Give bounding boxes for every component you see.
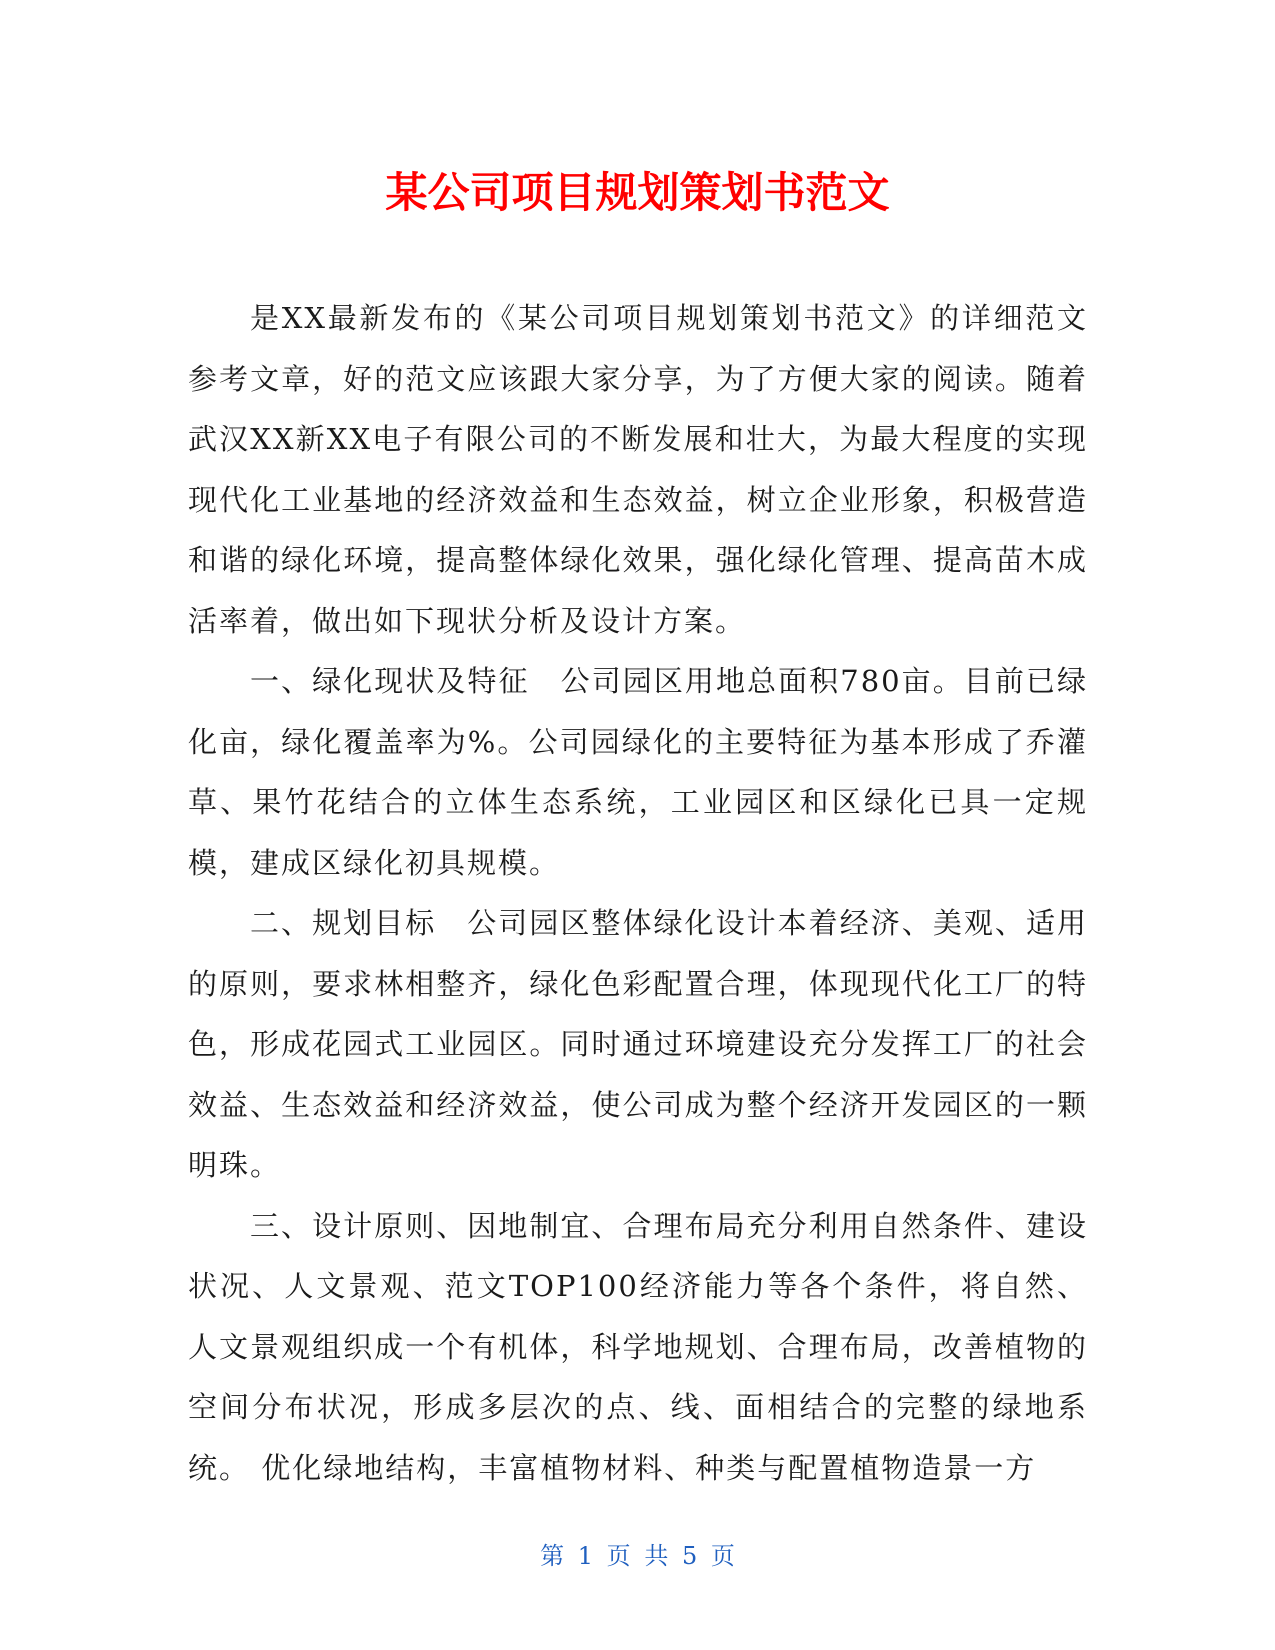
footer-total-unit: 页 [710,1542,735,1570]
paragraph-intro: 是XX最新发布的《某公司项目规划策划书范文》的详细范文参考文章，好的范文应该跟大家分享，为了方便大家的阅读。随着武汉XX新XX电子有限公司的不断发展和壮大，为最大程度的实现现代化工业基地的经济效益和生态效益，树立企业形象，积极营造和谐的绿化环境，提高整体绿化效果，强化绿化管理、提高苗木成活率着，做出如下现状分析及设计方案。 [188,301,1088,638]
footer-page-unit: 页 [606,1542,631,1570]
paragraph-section-2: 二、规划目标 公司园区整体绿化设计本着经济、美观、适用的原则，要求林相整齐，绿化色彩配置合理，体现现代化工厂的特色，形成花园式工业园区。同时通过环境建设充分发挥工厂的社会效益、生态效益和经济效益，使公司成为整个经济开发园区的一颗明珠。 [188,906,1088,1182]
footer-total-label: 共 [644,1542,669,1570]
document-body [188,288,1088,1498]
paragraph-section-3: 三、设计原则、因地制宜、合理布局充分利用自然条件、建设状况、人文景观、范文TOP100经济能力等各个条件，将自然、人文景观组织成一个有机体，科学地规划、合理布局，改善植物的空间分布状况，形成多层次的点、线、面相结合的完整的绿地系统。 优化绿地结构，丰富植物材料、种类与配置植物造景一方 [188,1208,1088,1485]
paragraph-section-1: 一、绿化现状及特征 公司园区用地总面积780亩。目前已绿化亩，绿化覆盖率为%。公司园绿化的主要特征为基本形成了乔灌草、果竹花结合的立体生态系统，工业园区和区绿化已具一定规模，建成区绿化初具规模。 [188,664,1088,880]
page-footer [0,1540,1275,1572]
document-title: 某公司项目规划策划书范文 [385,168,890,217]
footer-page-number: 1 [577,1542,594,1570]
footer-page-label: 第 [540,1542,565,1570]
footer-total-pages: 5 [681,1542,698,1570]
